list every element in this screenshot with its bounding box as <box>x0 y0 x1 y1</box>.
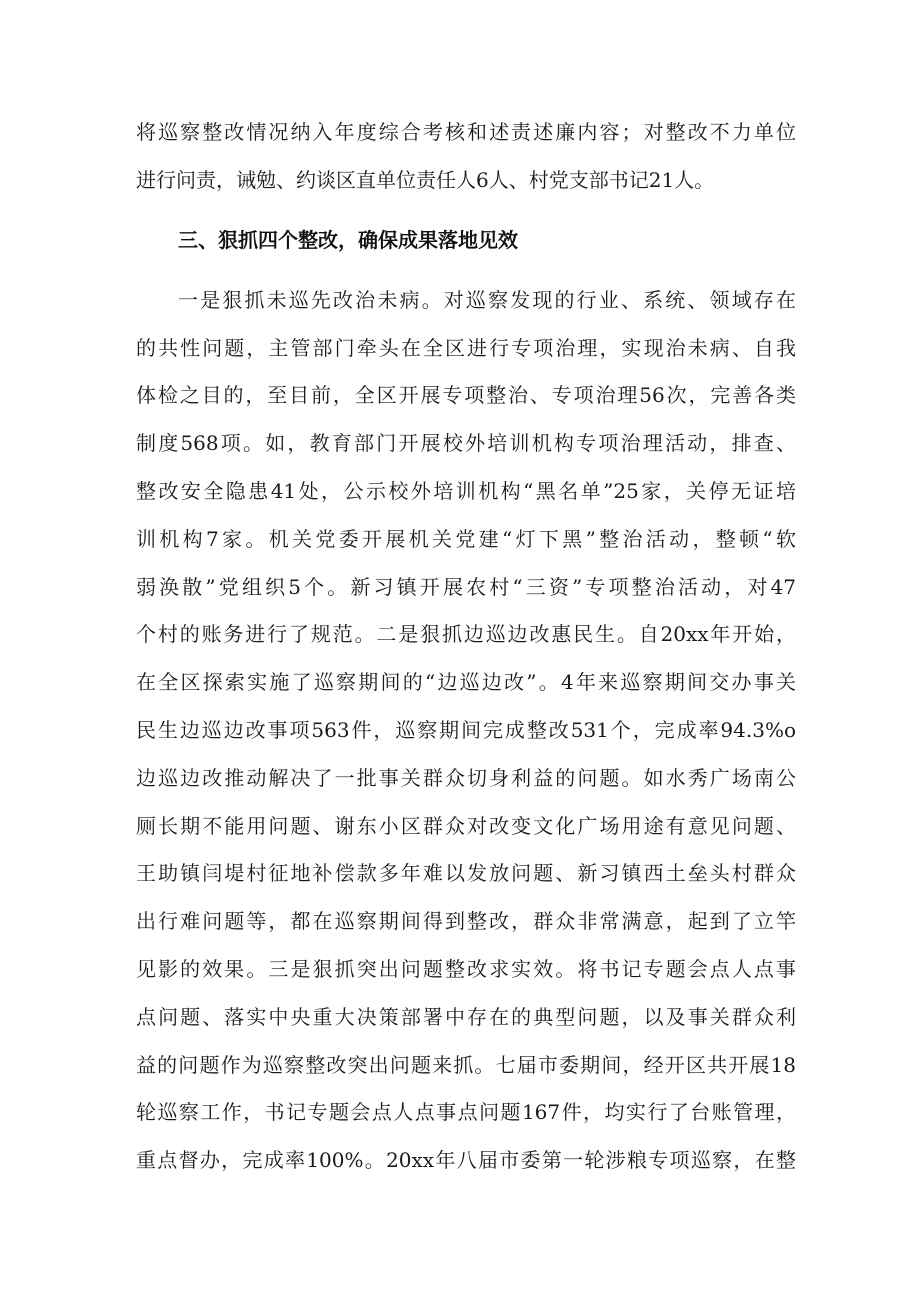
paragraph-line: 进行问责，诫勉、约谈区直单位责任人6人、村党支部书记21人。 <box>136 168 715 192</box>
paragraph-line: 整改安全隐患41处，公示校外培训机构“黑名单”25家，关停无证培 <box>136 479 796 503</box>
paragraph-line: 重点督办，完成率100%。20xx年八届市委第一轮涉粮专项巡察，在整 <box>136 1148 796 1172</box>
paragraph-line: 轮巡察工作，书记专题会点人点事点问题167件，均实行了台账管理， <box>136 1100 796 1124</box>
paragraph-line: 个村的账务进行了规范。二是狠抓边巡边改惠民生。自20xx年开始， <box>136 622 796 646</box>
paragraph-line: 在全区探索实施了巡察期间的“边巡边改”。4年来巡察期间交办事关 <box>136 670 796 694</box>
paragraph-line: 体检之目的，至目前，全区开展专项整治、专项治理56次，完善各类 <box>136 383 796 407</box>
paragraph-line: 训机构7家。机关党委开展机关党建“灯下黑”整治活动，整顿“软 <box>136 527 796 551</box>
paragraph-line: 点问题、落实中央重大决策部署中存在的典型问题，以及事关群众利 <box>136 1005 796 1029</box>
paragraph-line: 将巡察整改情况纳入年度综合考核和述责述廉内容；对整改不力单位 <box>136 120 796 144</box>
section-heading: 三、狠抓四个整改，确保成果落地见效 <box>178 228 518 252</box>
paragraph-line: 厕长期不能用问题、谢东小区群众对改变文化广场用途有意见问题、 <box>136 814 796 838</box>
paragraph-line: 益的问题作为巡察整改突出问题来抓。七届市委期间，经开区共开展18 <box>136 1053 796 1077</box>
paragraph-line: 制度568项。如，教育部门开展校外培训机构专项治理活动，排查、 <box>136 431 796 455</box>
paragraph-line: 的共性问题，主管部门牵头在全区进行专项治理，实现治未病、自我 <box>136 336 796 360</box>
paragraph-line: 见影的效果。三是狠抓突出问题整改求实效。将书记专题会点人点事 <box>136 957 796 981</box>
paragraph-line: 弱涣散”党组织5个。新习镇开展农村“三资”专项整治活动，对47 <box>136 575 796 599</box>
paragraph-line: 民生边巡边改事项563件，巡察期间完成整改531个，完成率94.3%o <box>136 718 796 742</box>
paragraph-line: 王助镇闫堤村征地补偿款多年难以发放问题、新习镇西土垒头村群众 <box>136 861 796 885</box>
paragraph-line: 边巡边改推动解决了一批事关群众切身利益的问题。如水秀广场南公 <box>136 766 796 790</box>
paragraph-line: 一是狠抓未巡先改治未病。对巡察发现的行业、系统、领域存在 <box>178 288 796 312</box>
paragraph-line: 出行难问题等，都在巡察期间得到整改，群众非常满意，起到了立竿 <box>136 909 796 933</box>
